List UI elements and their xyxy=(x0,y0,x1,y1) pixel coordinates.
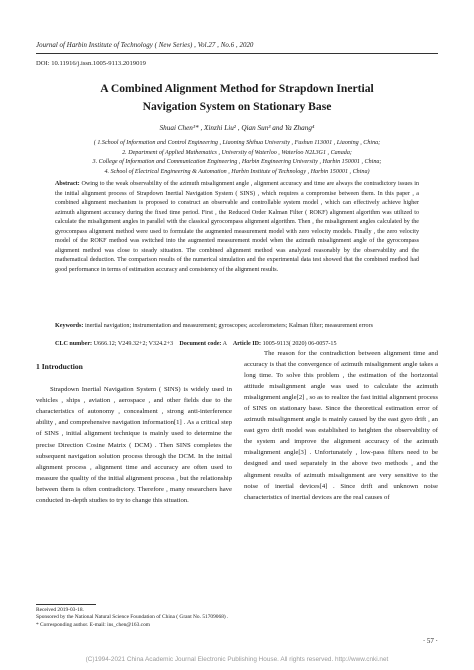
author-list: Shuai Chen¹* , Xinzhi Liu² , Qian Sun³ and Ya Zhang⁴ xyxy=(159,124,315,132)
footnote-corresponding-author: * Corresponding author. E-mail: ins_chen@163.com xyxy=(36,621,150,628)
title-line-1: A Combined Alignment Method for Strapdown Inertial xyxy=(100,82,374,95)
keywords xyxy=(55,322,419,331)
body-text xyxy=(36,384,232,506)
article-id-value: 1005-9113( 2020) 06-0057-15 xyxy=(262,341,337,347)
article-id-label: Article ID: xyxy=(232,341,262,347)
copyright-watermark: (C)1994-2021 China Academic Journal Electronic Publishing House. All rights reserved. http://www.cnki.net xyxy=(85,656,389,663)
running-head: Journal of Harbin Institute of Technology ( New Series) , Vol.27 , No.6 , 2020 xyxy=(36,42,254,49)
article-title xyxy=(36,80,438,116)
footnote-received: Received 2019-03-18. xyxy=(36,607,84,613)
doi: DOI: 10.11916/j.issn.1005-9113.2019019 xyxy=(36,60,146,67)
abstract-text: Owing to the weak observability of the azimuth misalignment angle , alignment accuracy and time are always the contradictory issues in the initial alignment process of Strapdown Inertial Navigation System ( SINS) , which requires a compromise between them. In this paper , a combined alignment mechanism is proposed to construct an observable and controllable system model , which can effectively achieve higher azimuth alignment accuracy during the fixed time period. First , the Reduced Order Kalman Filter ( ROKF) alignment algorithm was utilized to calculate the misalignment angles in parallel with the classical gyrocompass alignment algorithm. Then , the misalignment angles calculated by the gyrocompass alignment method were used to formulate the augmented measurement model with zero velocity models. Finally , the zero velocity model of the ROKF method was switched into the augmented measurement model when the azimuth misalignment angle of the gyrocompass alignment method was close to steady situation. The combined alignment method was analyzed reasonably by the observability and the mathematical deduction. The comparison results of the numerical simulation and the experimental data test showed that the combined method had good performance in terms of estimation accuracy and consistency of the alignment results. xyxy=(55,181,419,273)
footnotes xyxy=(36,607,296,629)
clc-value: U666.12; V249.32+2; V324.2+3 xyxy=(93,341,174,347)
page-number: · 57 · xyxy=(422,637,438,645)
section-heading-introduction: 1 Introduction xyxy=(36,362,83,371)
keywords-text: inertial navigation; instrumentation and measurement; gyroscopes; accelerometers; Kalman filter; measurement errors xyxy=(84,323,373,329)
keywords-label: Keywords: xyxy=(55,323,84,329)
intro-paragraph-right: The reason for the contradiction between alignment time and accuracy is that the convergence of azimuth misalignment angle takes a long time. To solve this problem , the estimation of the horizontal attitude misalignment angle was used to calculate the azimuth misalignment angle[2] , so as to realize the fast initial alignment process of SINS on stationary base. Since the theoretical estimation error of azimuth misalignment angle is mainly caused by the east gyro drift , an east gyro drift model was established to heighten the observability of the system and improve the alignment accuracy of the azimuth misalignment angle[3] . Unfortunately , low-pass filters need to be designed and used separately in the above two methods , and the alignment results of azimuth misalignment are very sensitive to the noise of inertial devices[4] . Since drift and unknown noise characteristics of inertial devices are the real causes of xyxy=(244,350,438,501)
left-column xyxy=(36,350,232,506)
footnote-rule xyxy=(36,604,96,605)
affiliation-2: 2. Department of Applied Mathematics , University of Waterloo , Waterloo N2L3G1 , Canada; xyxy=(122,149,352,156)
title-line-2: Navigation System on Stationary Base xyxy=(142,100,332,113)
clc-label: CLC number: xyxy=(55,341,93,347)
abstract-label: Abstract: xyxy=(55,181,80,187)
abstract xyxy=(55,180,419,275)
affiliations xyxy=(46,139,428,177)
document-code-label: Document code: xyxy=(179,341,222,347)
affiliation-1: ( 1.School of Information and Control Engineering , Liaoning Shihua University , Fushun 113001 , Liaoning , China; xyxy=(93,140,381,146)
document-code-value: A xyxy=(222,341,227,347)
right-column xyxy=(244,348,438,503)
affiliation-4: 4. School of Electrical Engineering & Automation , Harbin Institute of Technology , Harbin 150001 , China) xyxy=(104,168,370,175)
intro-paragraph-left: Strapdown Inertial Navigation System ( SINS) is widely used in vehicles , ships , aviation , aerospace , and other fields due to the characteristics of autonomy , concealment , strong anti-interference ability , and comprehensive navigation information[1] . As a critical step of SINS , initial alignment technique is mainly used to determine the precise Direction Cosine Matrix ( DCM) . Then SINS completes the subsequent navigation solution process through the DCM. In the initial alignment process , alignment time and accuracy are often used to measure the quality of the initial alignment process , but the relationship between them is often contradictory. Therefore , many researchers have conducted in-depth studies to try to change this situation. xyxy=(36,386,232,505)
affiliation-3: 3. College of Information and Communication Engineering , Harbin Engineering University , Harbin 150001 , China; xyxy=(92,159,382,165)
footnote-funding: Sponsored by the National Natural Science Foundation of China ( Grant No. 51709068) . xyxy=(36,614,229,621)
header-rule xyxy=(36,53,438,54)
classification-line xyxy=(55,341,419,347)
